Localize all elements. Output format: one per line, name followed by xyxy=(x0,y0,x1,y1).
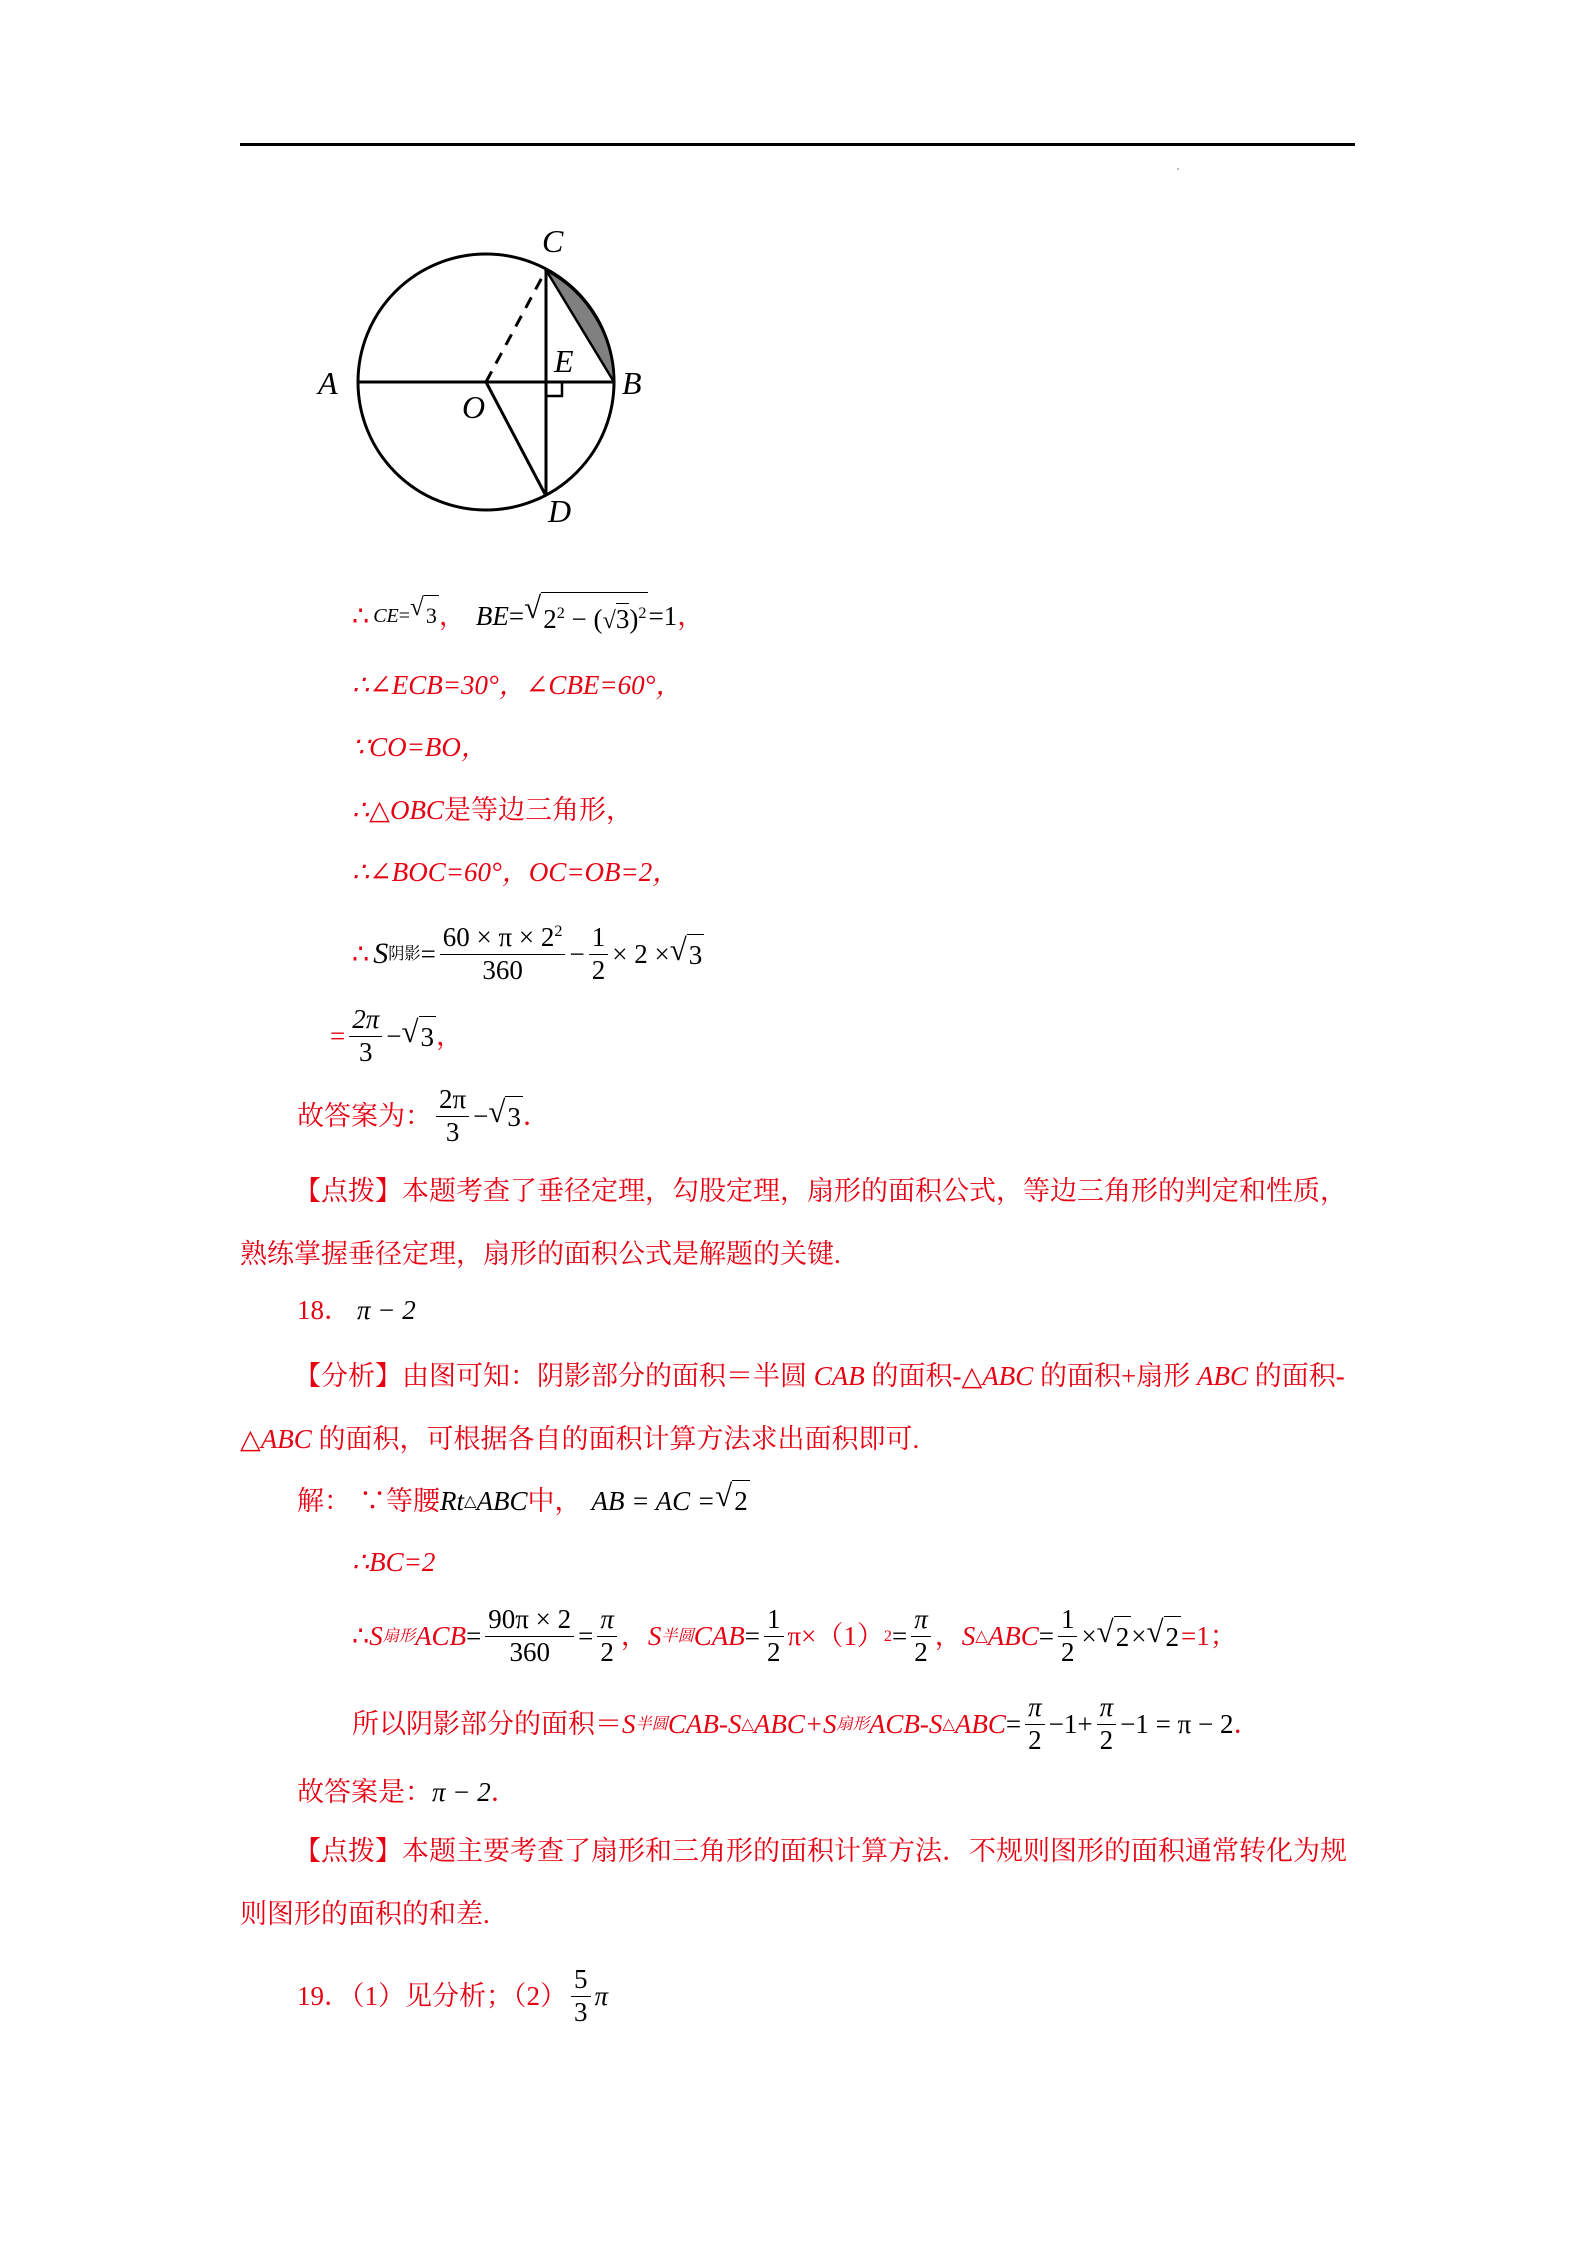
q17-shaded-area-formula: ∴ S 阴影 = $\frac{60 \times \pi \times 2^2}{360}$ − $\frac{1}{2}$ × 2 × √ 3 xyxy=(352,922,703,985)
q17-line-boc: ∴∠BOC=60°，OC=OB=2， xyxy=(352,857,680,887)
q17-line-angles: ∴∠ECB=30°，∠CBE=60°， xyxy=(352,670,683,700)
sqrt-3: √ 3 xyxy=(410,595,439,636)
q17-line-equilateral: ∴△OBC 是等边三角形， xyxy=(352,795,633,825)
label-C: C xyxy=(542,223,564,259)
label-E: E xyxy=(554,343,574,379)
label-O: O xyxy=(462,389,486,425)
q18-tip: 【点拨】本题主要考查了扇形和三角形的面积计算方法．不规则图形的面积通常转化为规则图形的面积的和差. xyxy=(240,1836,1347,1929)
label-A: A xyxy=(318,365,338,401)
q18-bc-line: ∴BC=2 xyxy=(352,1547,436,1577)
q19-heading: 19．（1）见分析；（2） $\frac{5}{3}$ π xyxy=(297,1964,609,2027)
geometry-figure xyxy=(310,220,690,550)
q18-answer: 故答案是： π − 2 ． xyxy=(297,1777,518,1807)
q18-solution-intro: 解： ∵等腰 Rt △ ABC 中， AB = AC = √ 2 xyxy=(297,1480,750,1521)
sqrt-expression: √ $2^2 - (√3)^2$ xyxy=(524,592,648,639)
label-D: D xyxy=(548,493,572,529)
header-mark xyxy=(1177,168,1179,170)
q17-line-ce-be: ∴ CE = √ 3 ， BE = √ $2^2 - (√3)^2$ =1 ， xyxy=(352,592,704,639)
header-rule xyxy=(240,143,1355,146)
q17-line-co-bo: ∵CO=BO， xyxy=(352,732,488,762)
q18-analysis: 【分析】由图可知：阴影部分的面积＝半圆 CAB 的面积-△ABC 的面积+扇形 ABC 的面积-△ABC 的面积，可根据各自的面积计算方法求出面积即可. xyxy=(240,1361,1345,1454)
q17-answer: 故答案为： $\frac{2\pi}{3}$ − √ 3 ． xyxy=(297,1084,550,1147)
q17-shaded-area-result: = $\frac{2\pi}{3}$ − √ 3 ， xyxy=(330,1004,464,1067)
q17-tip: 【点拨】本题考查了垂径定理，勾股定理，扇形的面积公式，等边三角形的判定和性质，熟练掌握垂径定理，扇形的面积公式是解题的关键. xyxy=(240,1176,1347,1269)
label-B: B xyxy=(622,365,642,401)
q18-heading: 18． π − 2 xyxy=(297,1295,416,1325)
q18-sum-line: 所以阴影部分的面积＝ S 半圆 CAB- S △ ABC+ S 扇形 ACB- S △ ABC = $\frac{\pi}{2}$ −1+ $\frac{\pi}{2}$ −1 = π − 2 ． xyxy=(352,1692,1261,1755)
q18-area-line: ∴ S 扇形 ACB = $\frac{90\pi \times 2}{360}$ = $\frac{\pi}{2}$ ， S 半圆 CAB = $\frac{1}{2}$ π×（1） 2 = $\frac{\pi}{2}$ ， S △ ABC = $\frac{1}{2}$ × √ 2 × √ 2 =1； xyxy=(352,1604,1237,1667)
